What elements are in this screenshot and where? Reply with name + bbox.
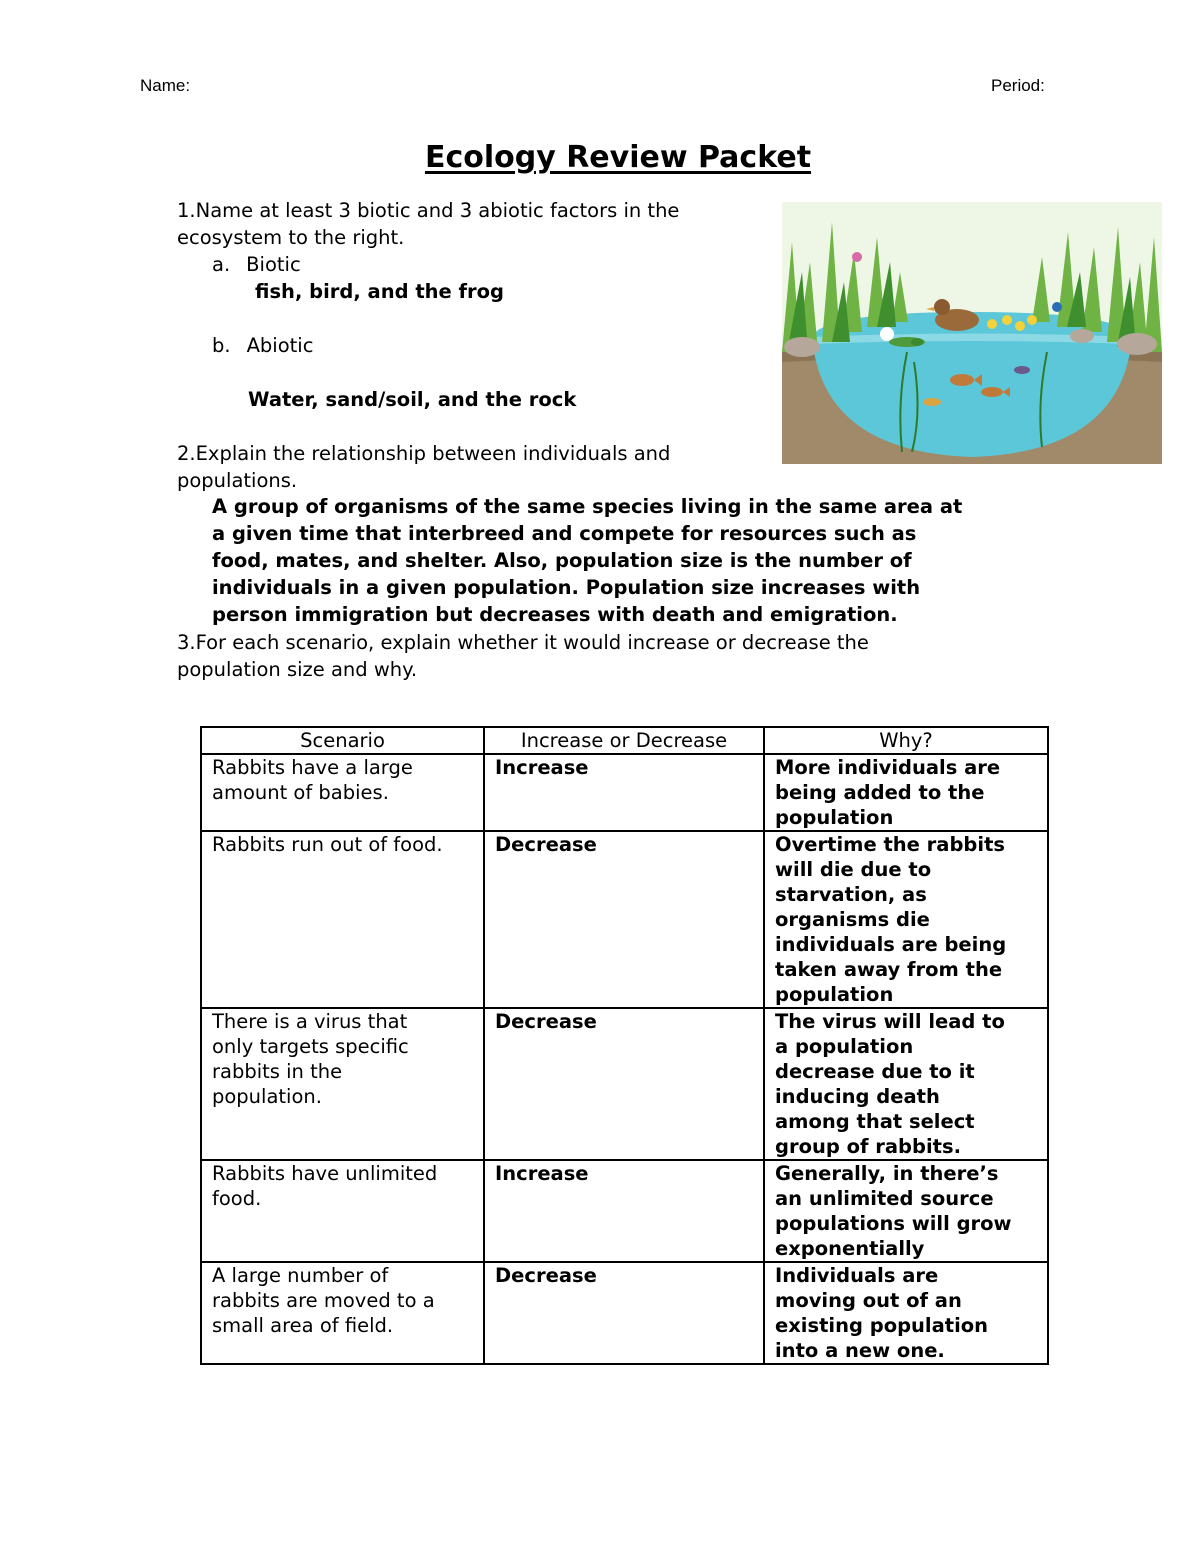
column-header-why: Why?: [764, 727, 1048, 754]
q1-a-marker: a.: [212, 253, 231, 276]
why-cell: Individuals are moving out of an existing population into a new one.: [764, 1262, 1048, 1364]
why-cell: The virus will lead to a population decrease due to it inducing death among that select group of rabbits.: [764, 1008, 1048, 1160]
page-title: Ecology Review Packet: [424, 140, 812, 175]
q3-prompt-line-1: 3.For each scenario, explain whether it would increase or decrease the: [177, 631, 869, 654]
q1-abiotic-answer: Water, sand/soil, and the rock: [248, 388, 577, 411]
scenario-cell: There is a virus that only targets specific rabbits in the population.: [201, 1008, 484, 1160]
q2-answer-line: A group of organisms of the same species living in the same area at: [212, 495, 963, 518]
table-row: [201, 1160, 1048, 1262]
scenario-cell: A large number of rabbits are moved to a small area of field.: [201, 1262, 484, 1364]
q1-biotic-label: Biotic: [246, 253, 301, 276]
scenario-cell: Rabbits have a large amount of babies.: [201, 754, 484, 831]
why-cell: More individuals are being added to the population: [764, 754, 1048, 831]
flower: [852, 252, 862, 262]
scenario-cell: Rabbits have unlimited food.: [201, 1160, 484, 1262]
table-header-row: [201, 727, 1048, 754]
q1-abiotic-label: Abiotic: [246, 334, 314, 357]
q1-b-marker: b.: [212, 334, 231, 357]
q2-prompt-line-2: populations.: [177, 469, 298, 492]
change-cell: Decrease: [484, 1262, 764, 1364]
table-row: [201, 1008, 1048, 1160]
q2-answer-line: a given time that interbreed and compete for resources such as: [212, 522, 917, 545]
change-cell: Increase: [484, 754, 764, 831]
change-cell: Decrease: [484, 1008, 764, 1160]
bird: [1052, 302, 1062, 312]
q2-answer: [212, 493, 1072, 628]
q1-abiotic-item: [177, 332, 777, 359]
question-3: [177, 629, 1077, 683]
question-1: [177, 197, 777, 413]
q3-prompt-line-2: population size and why.: [177, 658, 418, 681]
q1-prompt-line-2: ecosystem to the right.: [177, 226, 405, 249]
why-cell: Overtime the rabbits will die due to starvation, as organisms die individuals are being taken away from the population: [764, 831, 1048, 1008]
name-label: Name:: [140, 76, 191, 95]
q1-biotic-answer: fish, bird, and the frog: [255, 280, 505, 303]
table-row: [201, 831, 1048, 1008]
change-cell: Decrease: [484, 831, 764, 1008]
column-header-change: Increase or Decrease: [484, 727, 764, 754]
why-cell: Generally, in there’s an unlimited source populations will grow exponentially: [764, 1160, 1048, 1262]
q1-prompt-line-1: 1.Name at least 3 biotic and 3 abiotic factors in the: [177, 199, 680, 222]
table-row: [201, 1262, 1048, 1364]
q1-biotic-item: [177, 251, 777, 278]
change-cell: Increase: [484, 1160, 764, 1262]
q2-prompt-line-1: 2.Explain the relationship between individuals and: [177, 442, 671, 465]
column-header-scenario: Scenario: [201, 727, 484, 754]
question-2: [177, 440, 777, 494]
q2-answer-line: person immigration but decreases with death and emigration.: [212, 603, 898, 626]
period-label: Period:: [991, 76, 1045, 95]
scenario-table: [200, 726, 1049, 1365]
q2-answer-line: individuals in a given population. Population size increases with: [212, 576, 921, 599]
pond-ecosystem-image: [782, 202, 1162, 464]
scenario-cell: Rabbits run out of food.: [201, 831, 484, 1008]
table-row: [201, 754, 1048, 831]
q2-answer-line: food, mates, and shelter. Also, population size is the number of: [212, 549, 912, 572]
